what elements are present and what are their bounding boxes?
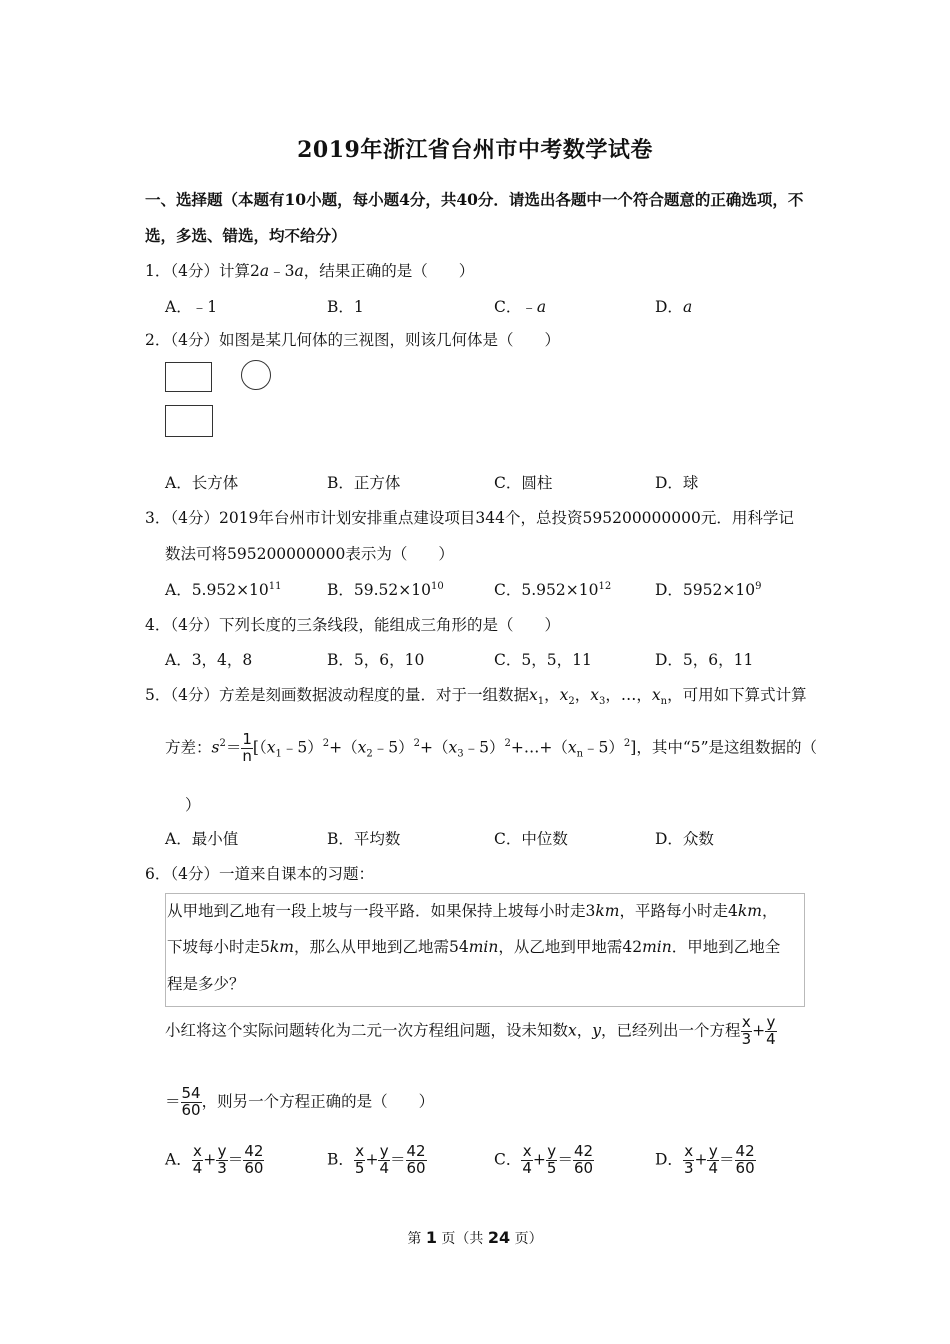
question-6-line-2: ＝ $\frac{54}{60}$ ，则另一个方程正确的是（ ） [165, 1084, 435, 1119]
q5-option-b: B．平均数 [327, 830, 401, 848]
section-heading: 一、选择题（本题有10小题，每小题4分，共40分．请选出各题中一个符合题意的正确选项，不选，多选、错选，均不给分） [145, 190, 804, 245]
q3-option-b: B．$59.52\times 10^{10}$ [327, 580, 444, 599]
question-4: 4．（4分）下列长度的三条线段，能组成三角形的是（ ） [145, 616, 560, 634]
q4-option-d: D．5，6，11 [655, 651, 754, 669]
q1-option-d: D．a [655, 298, 693, 316]
question-1: 1．（4分）计算2a﹣3a，结果正确的是（ ） [145, 262, 475, 280]
question-5-formula: 方差：$s^2=$ $\frac{1}{n}$ $[(x_1﹣5)^2+(x_2﹣5)^2+(x_3﹣5)^2+\dots+(x_n﹣5)^2]$，其中“5”是这组数据的（ [165, 730, 818, 765]
q6-option-b: B． $\frac{x}{5}$ + $\frac{y}{4}$ ＝ $\frac{42}{60}$ [327, 1142, 426, 1177]
top-view-rectangle [165, 405, 213, 437]
q2-option-c: C．圆柱 [494, 474, 553, 492]
q4-option-a: A．3，4，8 [165, 651, 253, 669]
question-5-line-1: 5．（4分）方差是刻画数据波动程度的量．对于一组数据$x_1$，$x_2$，$x_3$，…，$x_n$，可用如下算式计算 [145, 686, 807, 708]
q2-option-a: A．长方体 [165, 474, 239, 492]
q5-option-c: C．中位数 [494, 830, 568, 848]
box-line-3: 程是多少？ [167, 975, 245, 993]
question-6-line-1: 小红将这个实际问题转化为二元一次方程组问题，设未知数x，y，已经列出一个方程 $\frac{x}{3}$ + $\frac{y}{4}$ [165, 1013, 776, 1048]
box-line-2: 下坡每小时走5km，那么从甲地到乙地需54min，从乙地到甲地需42min．甲地到乙地全 [167, 938, 781, 956]
q6-option-d: D． $\frac{x}{3}$ + $\frac{y}{4}$ ＝ $\frac{42}{60}$ [655, 1142, 755, 1177]
question-5-line-3: ） [185, 796, 201, 814]
q2-option-d: D．球 [655, 474, 699, 492]
q3-option-c: C．$5.952\times 10^{12}$ [494, 580, 612, 599]
q6-option-c: C． $\frac{x}{4}$ + $\frac{y}{5}$ ＝ $\frac{42}{60}$ [494, 1142, 594, 1177]
question-3-line-2: 数法可将595200000000表示为（ ） [165, 545, 454, 563]
q3-option-a: A．$5.952\times 10^{11}$ [165, 580, 282, 599]
question-3-line-1: 3．（4分）2019年台州市计划安排重点建设项目344个，总投资595200000000元．用科学记 [145, 509, 794, 527]
q3-option-d: D．$5952\times 10^9$ [655, 580, 762, 599]
question-6: 6．（4分）一道来自课本的习题： [145, 865, 374, 883]
side-view-circle [241, 360, 271, 390]
q1-option-c: C．﹣a [494, 298, 547, 316]
q1-option-b: B．1 [327, 298, 364, 316]
exam-title: 2019年浙江省台州市中考数学试卷 [297, 137, 653, 163]
q6-option-a: A． $\frac{x}{4}$ + $\frac{y}{3}$ ＝ $\frac{42}{60}$ [165, 1142, 264, 1177]
front-view-rectangle [165, 362, 212, 392]
page-footer: 第 1 页（共 24 页） [407, 1228, 543, 1247]
box-line-1: 从甲地到乙地有一段上坡与一段平路．如果保持上坡每小时走3km，平路每小时走4km， [167, 902, 778, 920]
fraction-1-over-n: $\frac{1}{n}$ [242, 730, 252, 765]
q1-option-a: A．﹣1 [165, 298, 218, 316]
q2-option-b: B．正方体 [327, 474, 401, 492]
q4-option-c: C．5，5，11 [494, 651, 592, 669]
question-2: 2．（4分）如图是某几何体的三视图，则该几何体是（ ） [145, 331, 560, 349]
q5-option-d: D．众数 [655, 830, 714, 848]
q4-option-b: B．5，6，10 [327, 651, 425, 669]
q5-option-a: A．最小值 [165, 830, 239, 848]
